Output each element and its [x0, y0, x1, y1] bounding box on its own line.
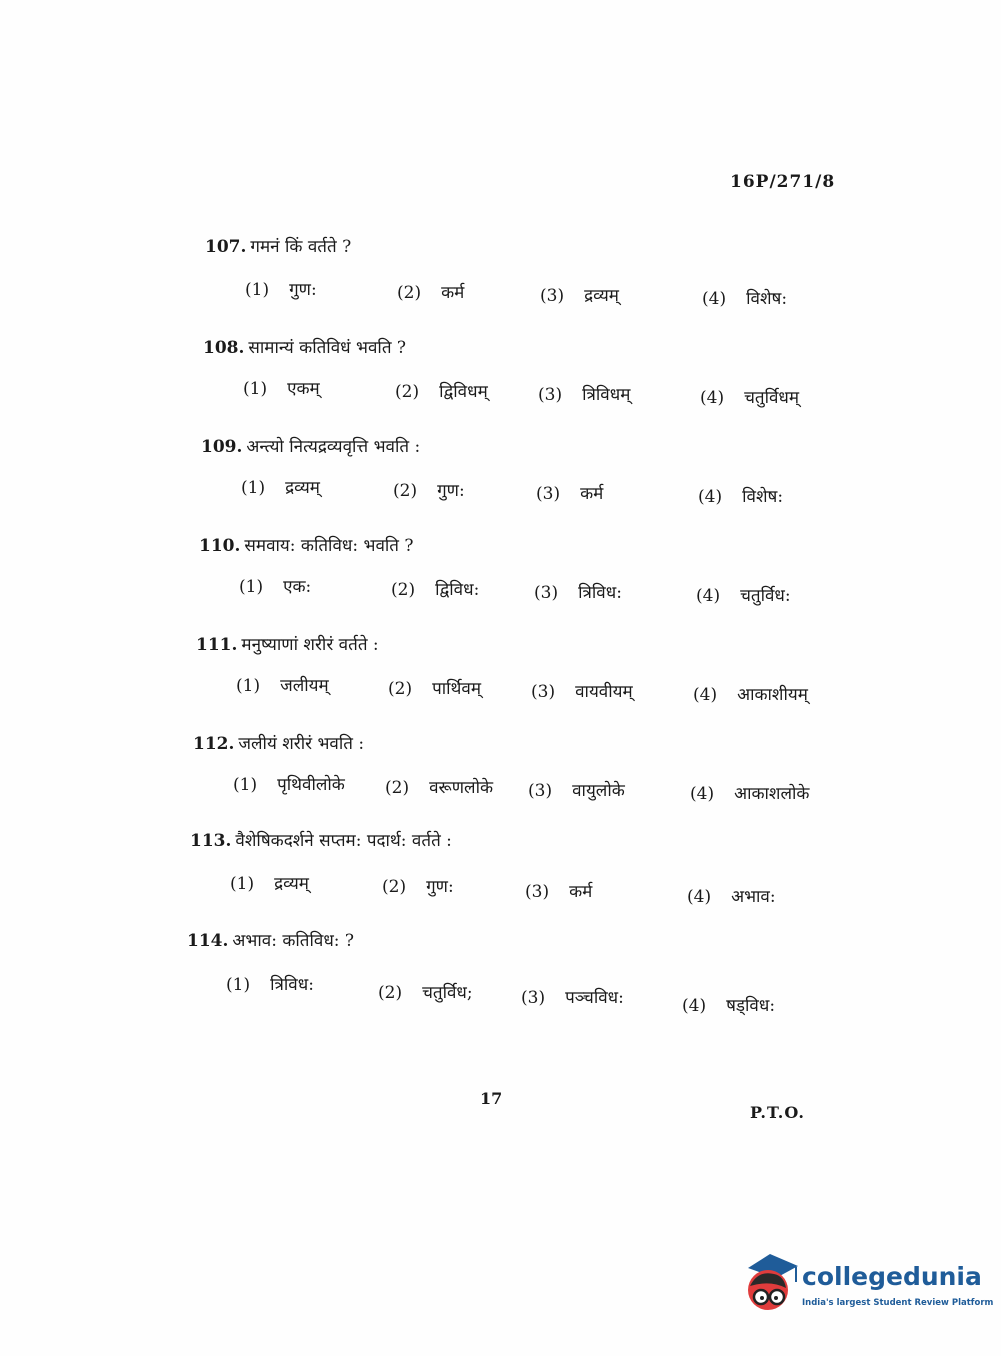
option-text: कर्म [580, 484, 604, 504]
option-number: (4) [682, 996, 707, 1016]
option [540, 283, 619, 306]
option-number: (4) [698, 487, 723, 507]
option-number: (2) [378, 983, 403, 1003]
question-text: जलीयं शरीरं भवति : [238, 734, 365, 754]
option [534, 580, 622, 603]
option [531, 679, 633, 702]
option-text: विशेष: [746, 289, 788, 309]
option-text: पार्थिवम् [432, 679, 482, 699]
question-line [203, 335, 406, 358]
question-number: 112. [193, 734, 235, 754]
option-number: (3) [528, 781, 553, 801]
logo-tagline: India's largest Student Review Platform [802, 1298, 994, 1308]
option-text: एक: [283, 577, 312, 597]
page-number: 17 [480, 1089, 503, 1108]
option-text: त्रिविधम् [582, 385, 631, 405]
option-number: (1) [243, 379, 268, 399]
question-number: 109. [201, 437, 243, 457]
question-text: अन्त्यो नित्यद्रव्यवृत्ति भवति : [246, 437, 421, 457]
option-text: त्रिविध: [578, 583, 622, 603]
option [233, 772, 345, 795]
option-number: (2) [382, 877, 407, 897]
pto-label: P.T.O. [750, 1103, 805, 1122]
question-number: 108. [203, 338, 245, 358]
option-number: (2) [391, 580, 416, 600]
option-number: (1) [233, 775, 258, 795]
option [682, 993, 775, 1016]
option-text: द्रव्यम् [584, 286, 619, 306]
option [525, 879, 592, 902]
option [243, 376, 320, 399]
option-number: (1) [236, 676, 261, 696]
option [241, 475, 320, 498]
option [393, 478, 465, 501]
option-text: आकाशीयम् [737, 685, 808, 705]
option-text: द्विविध: [435, 580, 480, 600]
option-text: वायवीयम् [575, 682, 633, 702]
option-number: (2) [393, 481, 418, 501]
question-line [193, 731, 364, 754]
option-number: (4) [696, 586, 721, 606]
question-number: 113. [190, 831, 232, 851]
option [698, 484, 783, 507]
option-number: (3) [538, 385, 563, 405]
option-number: (3) [536, 484, 561, 504]
option-text: त्रिविध: [270, 975, 314, 995]
option-number: (3) [531, 682, 556, 702]
option [382, 874, 454, 897]
question-line [190, 828, 452, 851]
question-text: मनुष्याणां शरीरं वर्तते : [241, 635, 379, 655]
option-text: पृथिवीलोके [277, 775, 345, 795]
option-text: चतुर्विधम् [744, 388, 800, 408]
option [378, 980, 473, 1003]
option-text: गुण: [437, 481, 465, 501]
option-text: द्विविधम् [439, 382, 488, 402]
option-text: जलीयम् [280, 676, 329, 696]
option [391, 577, 479, 600]
option [690, 781, 809, 804]
option [702, 286, 787, 309]
logo-wordmark: collegedunia [802, 1262, 982, 1291]
option [226, 972, 314, 995]
option-number: (3) [540, 286, 565, 306]
question-number: 110. [199, 536, 241, 556]
option-number: (4) [693, 685, 718, 705]
option-number: (4) [687, 887, 712, 907]
question-line [205, 234, 351, 257]
question-text: वैशेषिकदर्शने सप्तम: पदार्थ: वर्तते : [235, 831, 452, 851]
option-number: (3) [521, 988, 546, 1008]
option [397, 280, 464, 303]
option [687, 884, 776, 907]
option-text: एकम् [287, 379, 320, 399]
option-text: वायुलोके [572, 781, 625, 801]
option-text: द्रव्यम् [285, 478, 320, 498]
option [700, 385, 799, 408]
option-number: (2) [397, 283, 422, 303]
question-line [201, 434, 420, 457]
option [388, 676, 481, 699]
option-text: गुण: [289, 280, 317, 300]
question-text: समवाय: कतिविध: भवति ? [244, 536, 414, 556]
option-text: कर्म [569, 882, 593, 902]
option-number: (3) [525, 882, 550, 902]
option [521, 985, 624, 1008]
option-text: अभाव: [731, 887, 776, 907]
question-text: गमनं किं वर्तते ? [250, 237, 352, 257]
option-text: आकाशलोके [734, 784, 810, 804]
option-number: (2) [388, 679, 413, 699]
option [696, 583, 791, 606]
option-number: (4) [700, 388, 725, 408]
option [693, 682, 808, 705]
option [538, 382, 630, 405]
paper-code: 16P/271/8 [730, 172, 836, 192]
option [528, 778, 625, 801]
option [245, 277, 317, 300]
question-line [199, 533, 414, 556]
option-text: गुण: [426, 877, 454, 897]
option-text: वरूणलोके [429, 778, 494, 798]
option-number: (1) [239, 577, 264, 597]
option-number: (2) [385, 778, 410, 798]
option-number: (2) [395, 382, 420, 402]
option-text: पञ्चविध: [565, 988, 624, 1008]
option [239, 574, 311, 597]
option-text: विशेष: [742, 487, 784, 507]
option [395, 379, 488, 402]
question-number: 111. [196, 635, 238, 655]
option [536, 481, 603, 504]
question-line [187, 928, 354, 951]
option [236, 673, 329, 696]
mascot-icon [740, 1250, 800, 1320]
option-text: चतुर्विध: [740, 586, 791, 606]
option [230, 871, 309, 894]
option-number: (1) [245, 280, 270, 300]
question-text: अभाव: कतिविध: ? [232, 931, 355, 951]
option-number: (3) [534, 583, 559, 603]
option-text: चतुर्विध; [422, 983, 473, 1003]
question-line [196, 632, 379, 655]
option-text: षड्विध: [726, 996, 776, 1016]
option-number: (4) [702, 289, 727, 309]
option-number: (1) [226, 975, 251, 995]
option [385, 775, 493, 798]
option-text: कर्म [441, 283, 465, 303]
question-text: सामान्यं कतिविधं भवति ? [248, 338, 407, 358]
option-number: (4) [690, 784, 715, 804]
option-text: द्रव्यम् [274, 874, 309, 894]
question-number: 107. [205, 237, 247, 257]
collegedunia-logo [740, 1250, 994, 1320]
option-number: (1) [241, 478, 266, 498]
option-number: (1) [230, 874, 255, 894]
question-number: 114. [187, 931, 229, 951]
